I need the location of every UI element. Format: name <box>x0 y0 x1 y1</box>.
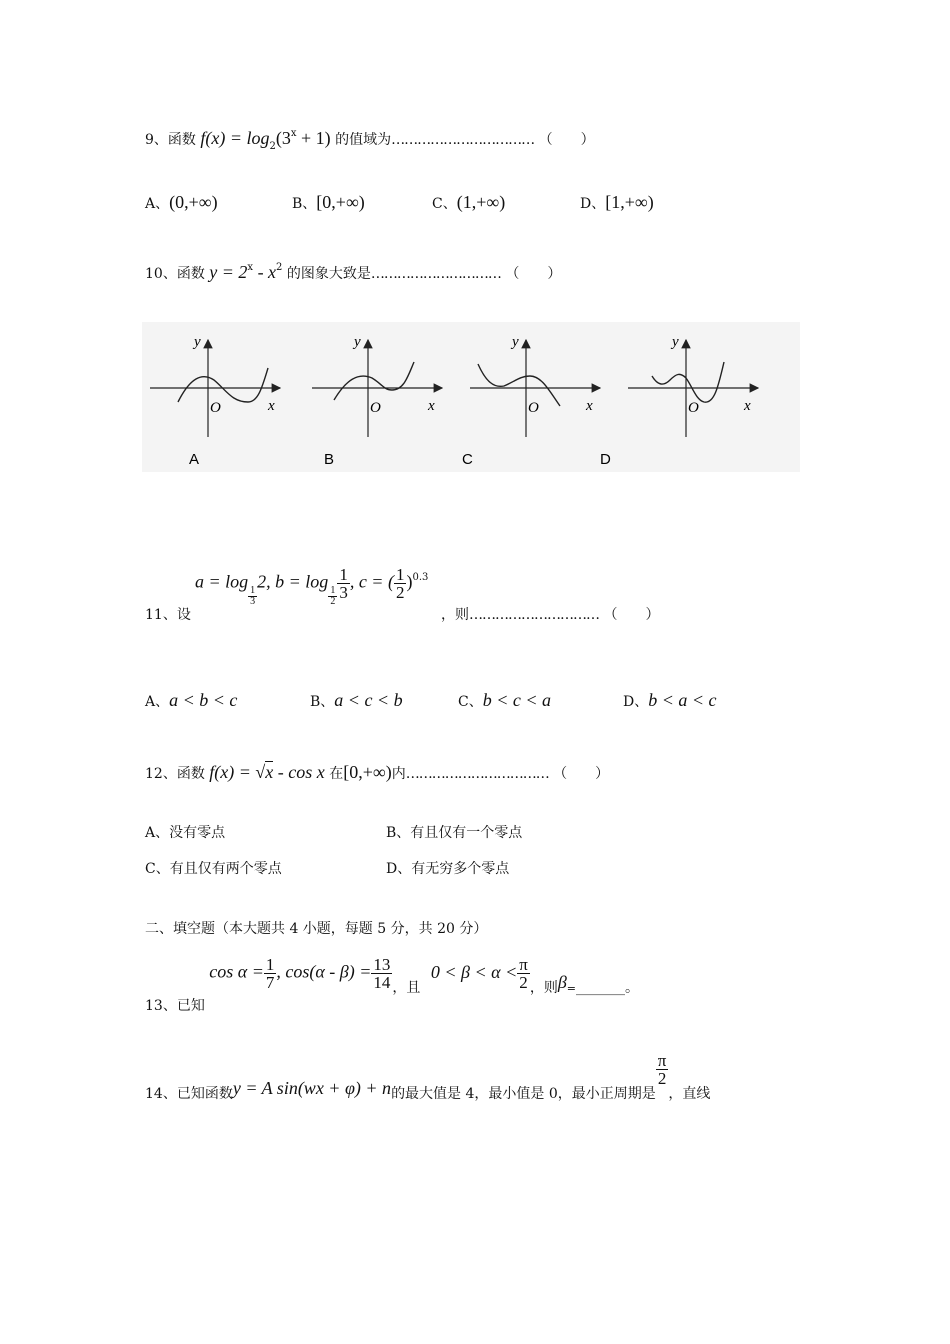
q11-a-arg: 2, b = log <box>257 571 329 592</box>
q11-c-exp: 0.3 <box>412 571 429 583</box>
option-value: [0,+∞) <box>316 192 365 212</box>
q9-formula-lhs: f(x) = log <box>200 128 270 148</box>
q12-answer: （ ） <box>553 766 610 782</box>
x-label: x <box>586 398 593 414</box>
q9-answer: （ ） <box>538 132 595 148</box>
q12-number: 12、函数 <box>145 766 205 782</box>
y-label: y <box>672 334 679 350</box>
q9-option-b <box>292 192 365 213</box>
q10-exp1: x <box>247 262 254 273</box>
curve-a <box>178 368 268 402</box>
q11-c-frac <box>394 566 407 601</box>
q9-option-c <box>432 192 505 213</box>
frac-num: 1 <box>339 565 348 584</box>
q9-tail: 的值域为 <box>335 132 392 148</box>
q12-dots: …………………………… <box>405 766 549 782</box>
q9-option-d <box>580 192 654 213</box>
q10-answer: （ ） <box>505 266 562 282</box>
q14-number: 14、已知函数 <box>145 1086 233 1102</box>
q13-frac1 <box>264 956 277 991</box>
q9-formula-rhs-a: (3 <box>275 128 291 148</box>
q13-end: 。 <box>625 979 640 996</box>
y-label: y <box>194 334 201 350</box>
q9-line <box>145 128 595 152</box>
q14-line <box>145 1051 711 1102</box>
graph-a <box>150 334 280 468</box>
curve-d <box>652 362 724 402</box>
q10-number: 10、函数 <box>145 266 205 282</box>
graph-label-c: C <box>462 451 473 468</box>
option-label: B、 <box>292 196 317 212</box>
q11-c-close: ) <box>406 571 413 592</box>
q9-option-a <box>145 192 218 213</box>
x-label: x <box>428 398 435 414</box>
q14-frac <box>656 1052 669 1087</box>
q11-option-c <box>458 690 551 711</box>
q13-line <box>145 955 640 1014</box>
option-label: C、 <box>432 196 457 212</box>
option-label: A、 <box>145 196 170 212</box>
q12-option-b: B、有且仅有一个零点 <box>386 825 523 841</box>
option-value: (0,+∞) <box>169 192 218 212</box>
graph-c <box>462 334 600 468</box>
q9-formula-exp: x <box>290 128 297 139</box>
q10-formula-a: y = 2 <box>209 262 248 282</box>
frac-num: 1 <box>250 584 256 596</box>
frac-num: π <box>519 955 528 974</box>
option-label: A、 <box>145 694 170 710</box>
q11-a-base <box>248 586 257 607</box>
frac-den: 3 <box>250 595 256 607</box>
frac-den: 2 <box>657 1069 667 1088</box>
q13-then: ，则 <box>529 979 558 996</box>
frac-den: 3 <box>339 583 348 602</box>
q9-formula-rhs-b: + 1) <box>296 128 331 148</box>
graph-label-d: D <box>600 451 611 468</box>
q11-answer: （ ） <box>603 607 660 623</box>
q14-text: 的最大值是 4，最小值是 0，最小正周期是 <box>391 1086 656 1102</box>
graph-d <box>600 334 758 468</box>
q12-option-c: C、有且仅有两个零点 <box>145 861 282 877</box>
y-label: y <box>354 334 361 350</box>
q12-option-a: A、没有零点 <box>145 825 226 841</box>
q10-line <box>145 262 561 283</box>
q13-beta: β <box>557 971 567 992</box>
origin-label: O <box>210 400 221 416</box>
option-label: D、 <box>623 694 649 710</box>
curve-b <box>334 362 414 400</box>
graph-b <box>312 334 442 468</box>
q11-option-a <box>145 690 237 711</box>
option-label: C、 <box>458 694 483 710</box>
q10-dots: ………………………… <box>370 266 501 282</box>
option-value: a < b < c <box>169 690 238 710</box>
y-label: y <box>512 334 519 350</box>
q11-c-part: , c = ( <box>349 571 394 592</box>
curve-c <box>478 364 560 406</box>
frac-den: 7 <box>265 973 275 992</box>
frac-num: 1 <box>330 584 336 596</box>
q13-and: ，且 <box>392 979 421 996</box>
q11-tail-line <box>441 604 659 624</box>
q9-number: 9、函数 <box>145 132 196 148</box>
frac-num: 1 <box>265 955 275 974</box>
q13-cos-a: cos α = <box>209 961 264 982</box>
origin-label: O <box>370 400 381 416</box>
q13-frac2 <box>371 956 392 991</box>
option-value: (1,+∞) <box>456 192 506 212</box>
q11-a-part: a = log <box>195 571 249 592</box>
graph-label-a: A <box>189 451 200 468</box>
q9-formula-base: 2 <box>269 141 276 152</box>
q11-dots: ………………………… <box>469 607 599 623</box>
frac-den: 2 <box>519 973 528 992</box>
q12-option-d: D、有无穷多个零点 <box>386 861 510 877</box>
q10-tail: 的图象大致是 <box>286 266 371 282</box>
q11-b-frac <box>337 566 350 601</box>
q9-dots: …………………………… <box>391 132 535 148</box>
q11-option-d <box>623 690 717 711</box>
q12-interval: [0,+∞) <box>343 762 392 782</box>
q14-formula: y = A sin(wx + φ) + n <box>232 1078 392 1098</box>
q11-b-base <box>328 586 337 607</box>
option-label: D、 <box>580 196 606 212</box>
option-value: b < a < c <box>648 690 717 710</box>
option-value: [1,+∞) <box>605 192 654 212</box>
q10-exp2: 2 <box>276 262 283 273</box>
sqrt-sign: √ <box>255 762 266 782</box>
q12-sqrt-arg: x <box>265 762 274 782</box>
option-label: B、 <box>310 694 335 710</box>
q11-option-b <box>310 690 403 711</box>
q14-tail: ，直线 <box>668 1086 711 1102</box>
q13-blank: _______ <box>576 979 626 996</box>
q13-eq: = <box>566 981 577 995</box>
frac-den: 14 <box>373 973 391 992</box>
q12-tail: 内 <box>391 766 406 782</box>
q13-ineq: 0 < β < α < <box>430 961 518 982</box>
q13-frac3 <box>517 956 530 991</box>
q10-graphs-svg <box>142 322 800 472</box>
q13-number: 13、已知 <box>145 997 205 1014</box>
x-label: x <box>744 398 751 414</box>
q13-cos-b: , cos(α - β) = <box>276 961 372 982</box>
q10-formula-b: - x <box>253 262 277 282</box>
x-label: x <box>268 398 275 414</box>
frac-num: π <box>657 1051 667 1070</box>
q11-tail: ，则 <box>441 607 469 623</box>
q10-graph-panel <box>142 322 800 472</box>
frac-num: 1 <box>395 565 405 584</box>
frac-den: 2 <box>330 595 336 607</box>
q11-number: 11、设 <box>145 607 191 623</box>
q11-formula <box>195 566 428 607</box>
graph-label-b: B <box>324 451 335 468</box>
q12-formula-a: f(x) = <box>209 762 256 782</box>
q12-line <box>145 762 609 783</box>
option-value: a < c < b <box>334 690 403 710</box>
frac-den: 2 <box>395 583 405 602</box>
frac-num: 13 <box>373 955 391 974</box>
section2-title: 二、填空题（本大题共 4 小题，每题 5 分，共 20 分） <box>145 921 488 937</box>
option-value: b < c < a <box>482 690 552 710</box>
q12-mid: 在 <box>329 766 344 782</box>
origin-label: O <box>688 400 699 416</box>
q11-line <box>145 604 191 624</box>
q12-formula-b: - cos x <box>273 762 325 782</box>
origin-label: O <box>528 400 539 416</box>
